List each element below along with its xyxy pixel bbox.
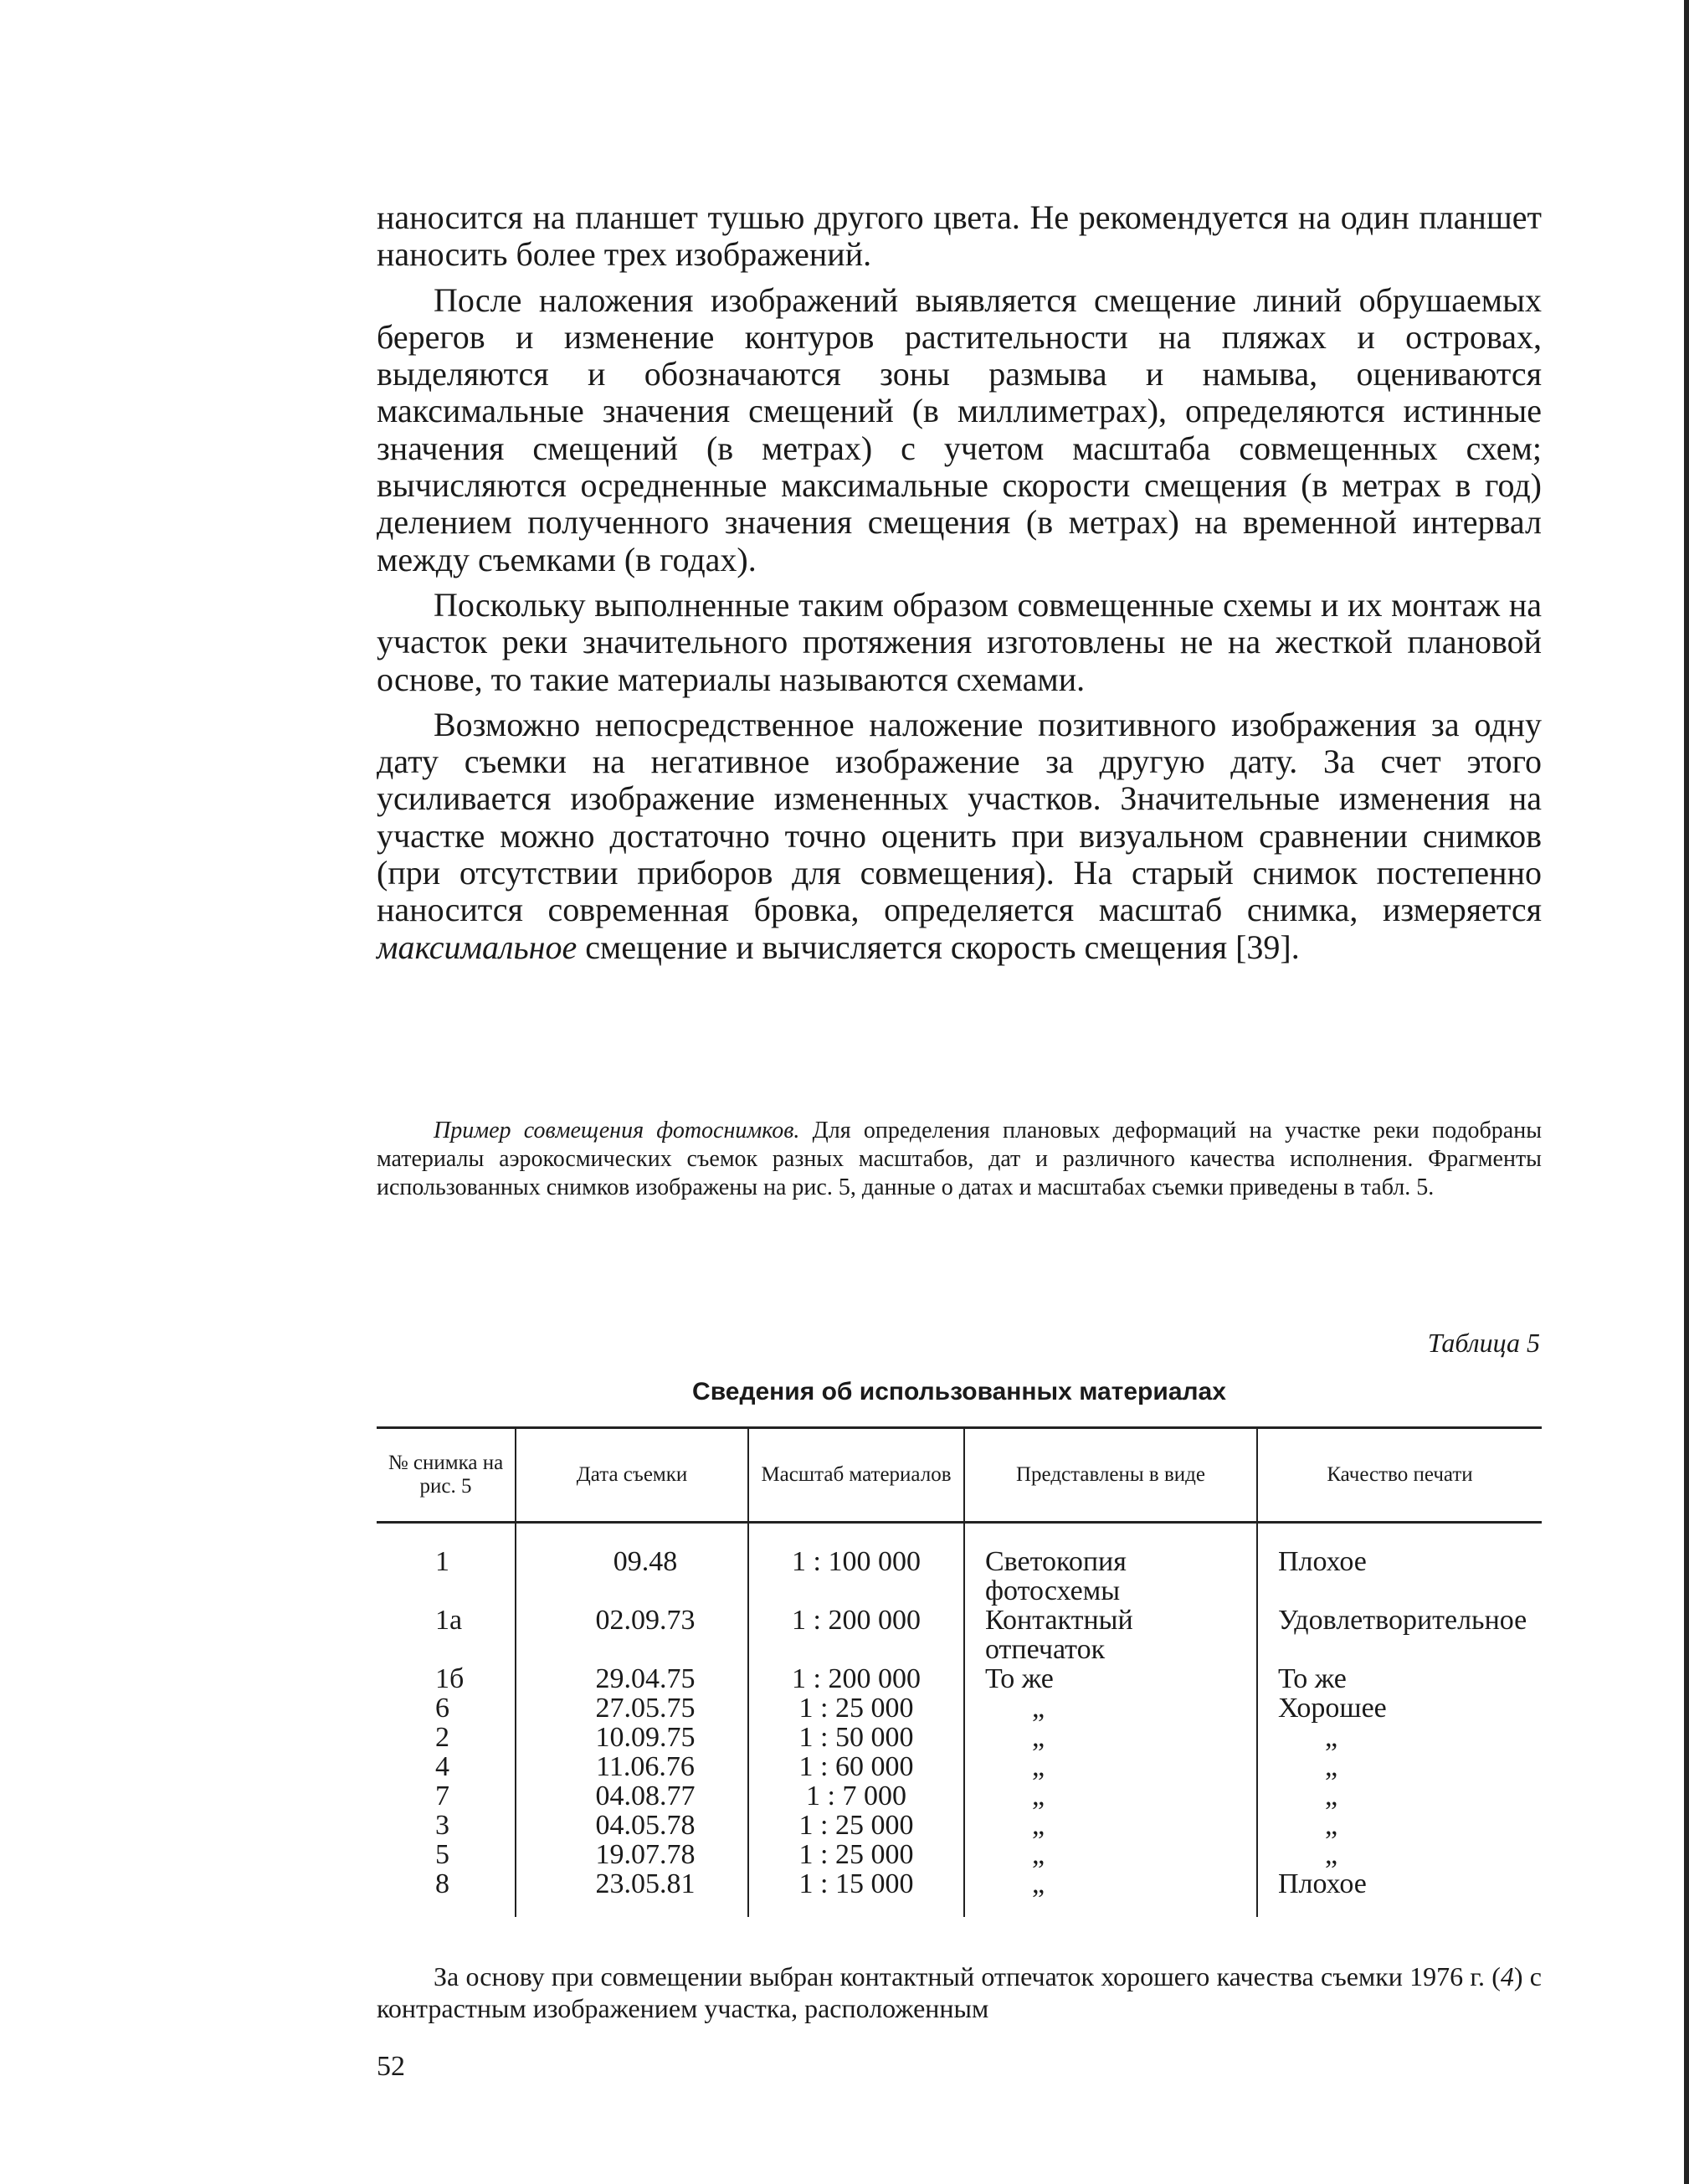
cell-view: „: [964, 1840, 1257, 1869]
cell-quality: „: [1257, 1752, 1542, 1781]
cell-number: 3: [435, 1810, 449, 1841]
cell-view: „: [964, 1811, 1257, 1840]
header-scale: Масштаб материалов: [748, 1428, 964, 1523]
cell-view: „: [964, 1752, 1257, 1781]
table-caption: Таблица 5: [1427, 1328, 1540, 1358]
cell-number: 1а: [435, 1605, 463, 1636]
table-row: [377, 1781, 1542, 1811]
cell-quality: „: [1257, 1811, 1542, 1840]
cell-quality: Хорошее: [1257, 1693, 1542, 1723]
cell-scale: 1 : 200 000: [748, 1606, 964, 1664]
cell-number: 8: [435, 1868, 449, 1899]
example-text: Для определения плановых деформаций на участке реки подобраны материалы аэрокосмических съемок разных масштабов, дат и различного качества исполнения. Фрагменты использованных снимков изображены на рис. 5, данные о датах и масштабах съемки приведены в табл. 5.: [377, 1118, 1543, 1200]
cell-scale: 1 : 100 000: [748, 1523, 964, 1606]
cell-scale: 1 : 50 000: [748, 1723, 964, 1752]
cell-quality: Удовлетворительное: [1257, 1606, 1542, 1664]
cell-number: 1б: [435, 1663, 465, 1694]
body-text: [377, 199, 1542, 974]
cell-view: Контактный отпечаток: [964, 1606, 1257, 1664]
page-edge: [1684, 0, 1689, 2184]
table-row: [377, 1811, 1542, 1840]
cell-view: Светокопия фотосхемы: [964, 1523, 1257, 1606]
cell-scale: 1 : 25 000: [748, 1840, 964, 1869]
table-header-row: [377, 1428, 1542, 1523]
cell-quality: „: [1257, 1840, 1542, 1869]
cell-date: 02.09.73: [516, 1606, 748, 1664]
cell-number: 5: [435, 1839, 449, 1870]
example-paragraph: [377, 1117, 1542, 1202]
cell-date: 23.05.81: [516, 1869, 748, 1917]
paragraph-3: Поскольку выполненные таким образом совмещенные схемы и их монтаж на участок реки значительного протяжения изготовлены не на жесткой плановой основе, то такие материалы называются схемами.: [377, 585, 1542, 698]
header-view: Представлены в виде: [964, 1428, 1257, 1523]
cell-quality: „: [1257, 1781, 1542, 1811]
cell-quality: „: [1257, 1723, 1542, 1752]
closing-figure-ref: 4: [1500, 1961, 1514, 1991]
cell-number: 7: [435, 1781, 449, 1811]
closing-start: За основу при совмещении выбран контактный отпечаток хорошего качества съемки 1976 г. (: [434, 1961, 1501, 1991]
cell-view: То же: [964, 1664, 1257, 1693]
cell-scale: 1 : 15 000: [748, 1869, 964, 1917]
table-row: [377, 1723, 1542, 1752]
table-row: [377, 1840, 1542, 1869]
cell-date: 04.08.77: [516, 1781, 748, 1811]
table-row: [377, 1693, 1542, 1723]
table-row: [377, 1606, 1542, 1664]
cell-date: 10.09.75: [516, 1723, 748, 1752]
cell-view: „: [964, 1693, 1257, 1723]
cell-number: 1: [435, 1546, 449, 1577]
header-quality: Качество печати: [1257, 1428, 1542, 1523]
cell-date: 11.06.76: [516, 1752, 748, 1781]
cell-view: „: [964, 1781, 1257, 1811]
page-number: 52: [377, 2051, 405, 2082]
paragraph-4-start: Возможно непосредственное наложение позитивного изображения за одну дату съемки на негативное изображение за другую дату. За счет этого усиливается изображение измененных участков. Значительные изменения на участке можно достаточно точно оценить при визуальном сравнении снимков (при отсутствии приборов для совмещения). На старый снимок постепенно наносится современная бровка, определяется масштаб снимка, измеряется: [377, 705, 1542, 929]
table-row: [377, 1523, 1542, 1606]
cell-number: 4: [435, 1751, 449, 1782]
table-row: [377, 1752, 1542, 1781]
cell-view: „: [964, 1869, 1257, 1917]
paragraph-4-emphasis: максимальное: [377, 928, 578, 966]
cell-date: 29.04.75: [516, 1664, 748, 1693]
cell-view: „: [964, 1723, 1257, 1752]
cell-scale: 1 : 7 000: [748, 1781, 964, 1811]
cell-quality: То же: [1257, 1664, 1542, 1693]
cell-scale: 1 : 60 000: [748, 1752, 964, 1781]
cell-quality: Плохое: [1257, 1523, 1542, 1606]
cell-scale: 1 : 25 000: [748, 1811, 964, 1840]
cell-quality: Плохое: [1257, 1869, 1542, 1917]
paragraph-2: После наложения изображений выявляется смещение линий обрушаемых берегов и изменение контуров растительности на пляжах и островах, выделяются и обозначаются зоны размыва и намыва, оцениваются максимальные значения смещений (в миллиметрах), определяются истинные значения смещений (в метрах) с учетом масштаба совмещенных схем; вычисляются осредненные максимальные скорости смещения (в метрах в год) делением полученного значения смещения (в метрах) на временной интервал между съемками (в годах).: [377, 280, 1542, 578]
materials-table: [377, 1426, 1542, 1917]
paragraph-4-end: смещение и вычисляется скорость смещения [39].: [585, 928, 1300, 966]
cell-date: 04.05.78: [516, 1811, 748, 1840]
cell-date: 27.05.75: [516, 1693, 748, 1723]
cell-number: 6: [435, 1693, 449, 1724]
table-title: Сведения об использованных материалах: [692, 1378, 1226, 1405]
example-lead: Пример совмещения фотоснимков.: [434, 1118, 800, 1143]
cell-number: 2: [435, 1722, 449, 1753]
cell-scale: 1 : 25 000: [748, 1693, 964, 1723]
header-number: № снимка на рис. 5: [388, 1452, 504, 1498]
cell-scale: 1 : 200 000: [748, 1664, 964, 1693]
paragraph-4: [377, 707, 1542, 966]
paragraph-1: наносится на планшет тушью другого цвета. Не рекомендуется на один планшет наносить более трех изображений.: [377, 198, 1542, 274]
cell-date: 19.07.78: [516, 1840, 748, 1869]
closing-paragraph: [377, 1960, 1542, 2024]
table-row: [377, 1869, 1542, 1917]
header-date: Дата съемки: [516, 1428, 748, 1523]
cell-date: 09.48: [516, 1523, 748, 1606]
table-row: [377, 1664, 1542, 1693]
closing-end: ) с контрастным изображением участка, расположенным: [377, 1961, 1543, 2023]
